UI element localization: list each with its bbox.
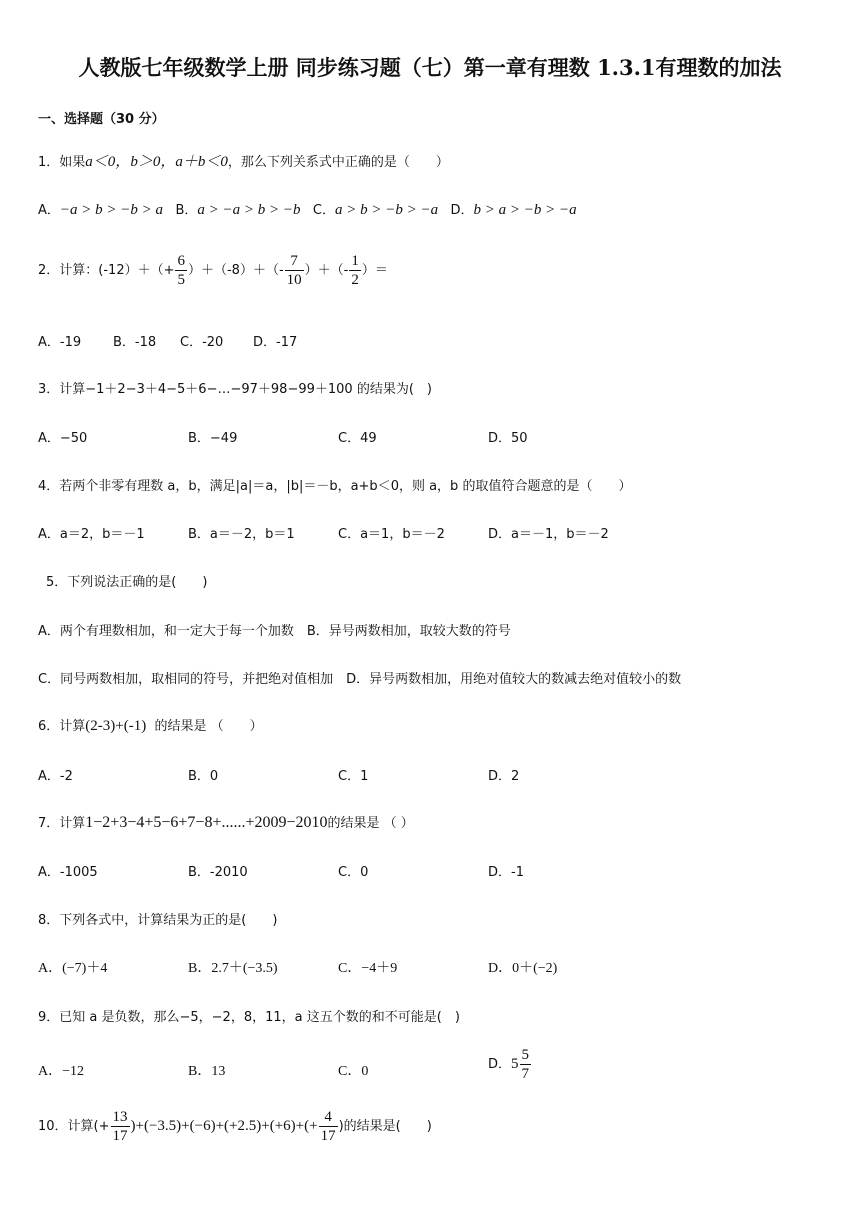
question-10 <box>38 1108 432 1145</box>
question-text: 7．计算 <box>38 816 86 831</box>
math-expression: 1−2+3−4+5−6+7−8+......+2009−2010 <box>85 814 328 831</box>
option-b: B．−49 <box>188 431 238 446</box>
option-c: C．1 <box>338 769 369 784</box>
denominator: 17 <box>320 1128 336 1144</box>
option-c: C．−4＋9 <box>338 961 398 976</box>
option-label: A． <box>38 203 60 218</box>
condition: a＜0， <box>85 154 131 170</box>
question-6 <box>38 715 263 735</box>
numerator: 4 <box>319 1108 338 1127</box>
question-text: 10．计算(+ <box>38 1119 110 1134</box>
question-text: )的结果是( ) <box>338 1119 432 1134</box>
question-8: 8．下列各式中，计算结果为正的是( ) <box>38 913 278 928</box>
question-text: ）＝ <box>361 263 388 278</box>
question-text: 的结果是 （ ） <box>327 816 414 831</box>
question-2 <box>38 252 388 289</box>
question-5-options-ab: A．两个有理数相加，和一定大于每一个加数 B．异号两数相加，取较大数的符号 <box>38 624 511 639</box>
question-text: 计算：(-12）＋（+ <box>59 263 175 278</box>
option-a: A．−12 <box>38 1064 85 1079</box>
option-a: A．-2 <box>38 769 73 784</box>
question-text: ）＋（-8）＋（- <box>187 263 284 278</box>
numerator: 13 <box>112 1109 128 1125</box>
section-heading: 一、选择题（30 分） <box>38 112 165 127</box>
option-a: A．a＝2，b＝－1 <box>38 527 145 542</box>
question-5: 5．下列说法正确的是( ) <box>46 575 208 590</box>
option-d: D．a＝－1，b＝－2 <box>488 527 609 542</box>
option-d: b > a > −b > −a <box>473 202 577 218</box>
question-9: 9．已知 a 是负数，那么−5，−2，8，11，a 这五个数的和不可能是( ) <box>38 1010 460 1025</box>
fraction <box>285 252 304 289</box>
fraction <box>111 1108 130 1145</box>
denominator: 17 <box>112 1128 128 1144</box>
question-7 <box>38 812 414 832</box>
option-c: C．0 <box>338 1064 369 1079</box>
numerator: 6 <box>177 253 185 269</box>
option-b: B．13 <box>188 1064 226 1079</box>
option-b: B．-2010 <box>188 865 248 880</box>
option-label: D． <box>450 203 474 218</box>
option-b: B．a＝－2，b＝1 <box>188 527 295 542</box>
fraction <box>175 252 187 289</box>
question-5-options-cd: C．同号两数相加，取相同的符号，并把绝对值相加 D．异号两数相加，用绝对值较大的数减去绝对值较小的数 <box>38 672 682 687</box>
option-b: B．-18 <box>113 335 157 350</box>
option-b: a > −a > b > −b <box>197 202 301 218</box>
page-title: 人教版七年级数学上册 同步练习题（七）第一章有理数 1.3.1有理数的加法 <box>78 55 782 80</box>
condition: b＞0， <box>130 154 176 170</box>
question-text: ）＋（- <box>304 263 349 278</box>
numerator: 7 <box>285 252 304 271</box>
denominator: 2 <box>351 272 359 288</box>
question-number: 2． <box>38 263 60 278</box>
option-d: D．-1 <box>488 865 524 880</box>
option-d <box>488 1046 532 1083</box>
option-b: B．2.7＋(−3.5) <box>188 961 278 976</box>
option-c: C．49 <box>338 431 377 446</box>
option-a: A．(−7)＋4 <box>38 961 108 976</box>
option-label: C． <box>312 203 335 218</box>
option-a: A．-19 <box>38 335 82 350</box>
option-label: B． <box>175 203 198 218</box>
fraction <box>319 1108 338 1145</box>
question-text: 如果 <box>59 155 86 170</box>
mixed-whole: 5 <box>511 1056 519 1072</box>
option-a: A．−50 <box>38 431 88 446</box>
option-b: B．0 <box>188 769 219 784</box>
question-text: ，那么下列关系式中正确的是（ ） <box>227 155 449 170</box>
denominator: 7 <box>521 1066 530 1082</box>
option-a: A．-1005 <box>38 865 98 880</box>
math-expression: )+(−3.5)+(−6)+(+2.5)+(+6)+(+ <box>130 1118 318 1134</box>
option-c: C．-20 <box>180 335 224 350</box>
question-1 <box>38 150 449 171</box>
option-label: D． <box>488 1057 512 1072</box>
fraction <box>520 1046 532 1083</box>
option-c: C．0 <box>338 865 369 880</box>
option-d: D．-17 <box>253 335 298 350</box>
condition: a＋b＜0 <box>175 154 228 170</box>
denominator: 5 <box>177 272 185 288</box>
question-3: 3．计算−1＋2−3＋4−5＋6−…−97＋98−99＋100 的结果为( ) <box>38 382 432 397</box>
numerator: 5 <box>521 1047 530 1063</box>
fraction <box>349 252 361 289</box>
option-c: a > b > −b > −a <box>334 202 439 218</box>
option-a: −a > b > −b > a <box>59 202 164 218</box>
question-text: 的结果是 （ ） <box>154 719 263 734</box>
option-d: D．0＋(−2) <box>488 961 558 976</box>
question-1-options <box>38 199 577 219</box>
question-4: 4．若两个非零有理数 a，b，满足|a|＝a，|b|＝－b，a+b＜0，则 a，b 的取值符合题意的是（ ） <box>38 479 632 494</box>
denominator: 10 <box>286 272 302 288</box>
question-number: 1． <box>38 155 60 170</box>
math-expression: (2-3)+(-1) <box>85 718 147 734</box>
option-c: C．a＝1，b＝－2 <box>338 527 445 542</box>
option-d: D．2 <box>488 769 520 784</box>
question-text: 6．计算 <box>38 719 86 734</box>
option-d: D．50 <box>488 431 528 446</box>
numerator: 1 <box>351 253 359 269</box>
